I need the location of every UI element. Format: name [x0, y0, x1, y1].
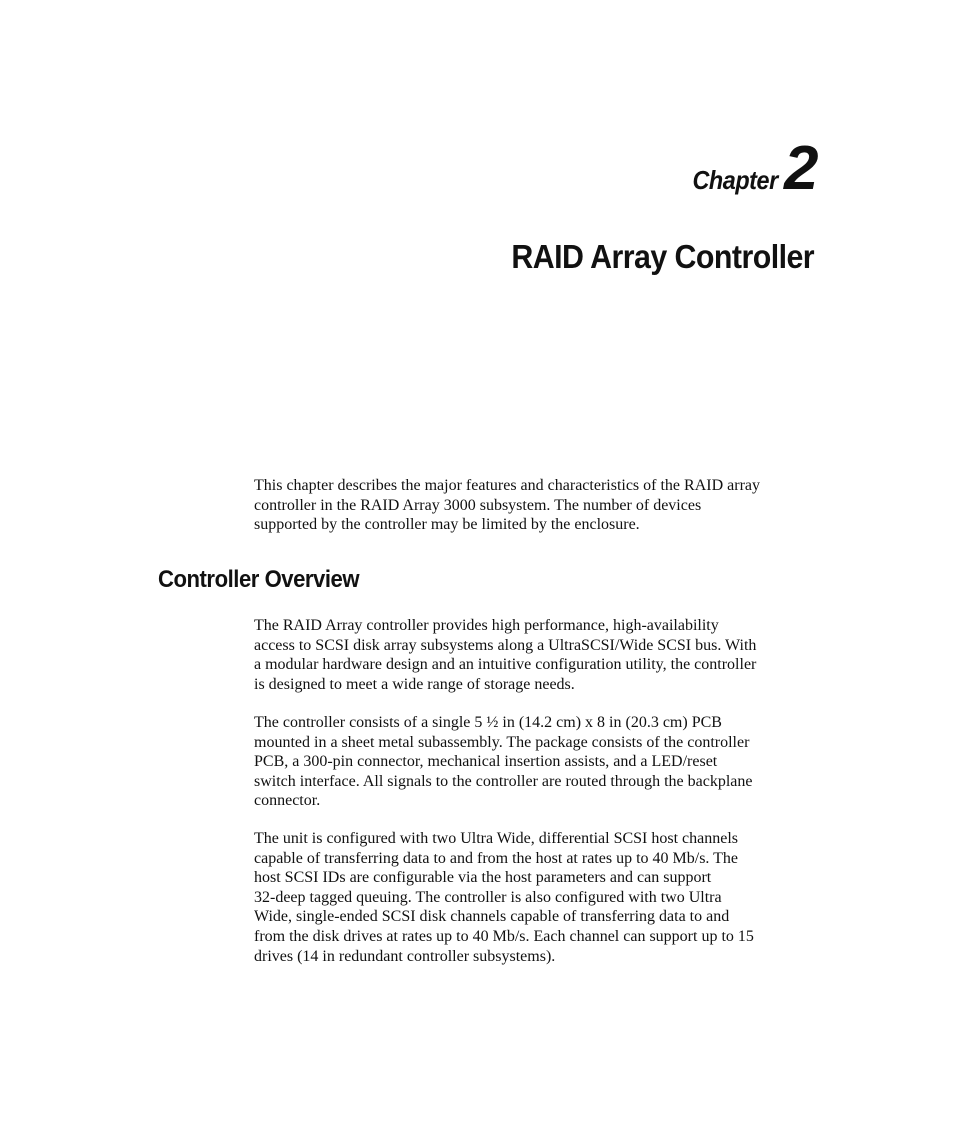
text-line: switch interface. All signals to the controller are routed through the backplane [254, 772, 753, 790]
overview-paragraph-3 [254, 829, 819, 966]
text-line: connector. [254, 792, 321, 810]
text-line: Wide, single-ended SCSI disk channels capable of transferring data to and [254, 908, 730, 926]
chapter-title: RAID Array Controller [511, 238, 814, 275]
text-line: from the disk drives at rates up to 40 Mb/s. Each channel can support up to 15 [254, 927, 754, 945]
text-line: 32-deep tagged queuing. The controller is also configured with two Ultra [254, 888, 722, 906]
text-line: The RAID Array controller provides high performance, high-availability [254, 617, 719, 634]
text-line: controller in the RAID Array 3000 subsystem. The number of devices [254, 496, 702, 514]
chapter-label: Chapter [692, 165, 779, 195]
chapter-header [683, 134, 818, 203]
text-line: The unit is configured with two Ultra Wide, differential SCSI host channels [254, 830, 739, 847]
text-line: access to SCSI disk array subsystems along a UltraSCSI/Wide SCSI bus. With [254, 636, 757, 654]
intro-paragraph [254, 476, 819, 535]
text-line: The controller consists of a single 5 ½ in (14.2 cm) x 8 in (20.3 cm) PCB [254, 714, 722, 731]
text-line: a modular hardware design and an intuitive configuration utility, the controller [254, 656, 757, 674]
overview-paragraph-1 [254, 616, 819, 694]
text-line: PCB, a 300-pin connector, mechanical insertion assists, and a LED/reset [254, 753, 718, 771]
chapter-number: 2 [784, 134, 818, 203]
text-line: This chapter describes the major features and characteristics of the RAID array [254, 477, 760, 494]
section-heading: Controller Overview [158, 566, 360, 593]
text-line: supported by the controller may be limited by the enclosure. [254, 516, 640, 534]
text-line: mounted in a sheet metal subassembly. The package consists of the controller [254, 733, 750, 751]
text-line: is designed to meet a wide range of storage needs. [254, 675, 575, 693]
overview-paragraph-2 [254, 713, 819, 811]
text-line: drives (14 in redundant controller subsystems). [254, 947, 556, 965]
text-line: host SCSI IDs are configurable via the host parameters and can support [254, 869, 712, 887]
text-line: capable of transferring data to and from the host at rates up to 40 Mb/s. The [254, 849, 739, 867]
